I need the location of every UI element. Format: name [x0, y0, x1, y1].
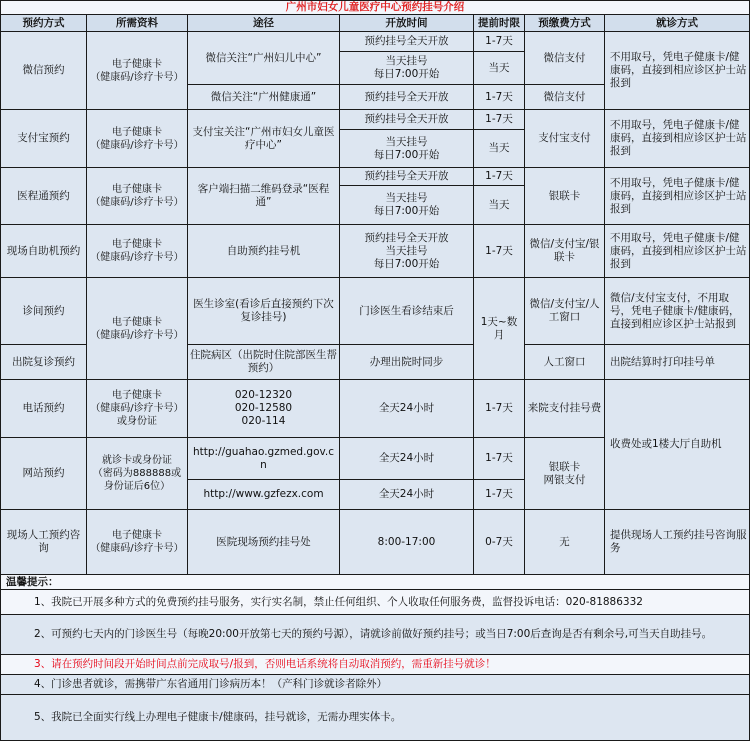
website-advance-cell: 1-7天: [474, 438, 525, 480]
alipay-hours-cell: 预约挂号全天开放: [340, 110, 474, 130]
wechat-hours-cell: 当天挂号 每日7:00开始: [340, 52, 474, 85]
onsite-materials-cell: 电子健康卡 （健康码/诊疗卡号）: [87, 510, 188, 575]
yichengtong-advance-cell: 当天: [474, 186, 525, 225]
wechat-channel-cell: 微信关注“广州健康通”: [188, 85, 340, 110]
website-method-cell: 网站预约: [0, 438, 87, 510]
website-hours-cell: 全天24小时: [340, 438, 474, 480]
yichengtong-channel-cell: 客户端扫描二维码登录“医程通”: [188, 168, 340, 225]
tip-item: 5、我院已全面实行线上办理电子健康卡/健康码，挂号就诊，无需办理实体卡。: [0, 695, 750, 741]
alipay-channel-cell: 支付宝关注“广州市妇女儿童医疗中心”: [188, 110, 340, 168]
phone-materials-cell: 电子健康卡 （健康码/诊疗卡号） 或身份证: [87, 380, 188, 438]
clinic-advance-cell: 1天~数月: [474, 278, 525, 380]
header-payment: 预缴费方式: [525, 15, 605, 32]
alipay-materials-cell: 电子健康卡 （健康码/诊疗卡号）: [87, 110, 188, 168]
yichengtong-hours-cell: 预约挂号全天开放: [340, 168, 474, 186]
wechat-materials-cell: 电子健康卡 （健康码/诊疗卡号）: [87, 32, 188, 110]
phone-payment-cell: 来院支付挂号费: [525, 380, 605, 438]
phone-method-cell: 电话预约: [0, 380, 87, 438]
website-hours-cell: 全天24小时: [340, 480, 474, 510]
tip-item: 2、可预约七天内的门诊医生号（每晚20:00开放第七天的预约号源），请就诊前做好预约挂号；或当日7:00后查询是否有剩余号,可当天自助挂号。: [0, 615, 750, 655]
onsite-method-cell: 现场人工预约咨询: [0, 510, 87, 575]
tip-item-warning: 3、请在预约时间段开始时间点前完成取号/报到，否则电话系统将自动取消预约，需重新挂号就诊！: [0, 655, 750, 675]
page-title: 广州市妇女儿童医疗中心预约挂号介绍: [0, 0, 750, 15]
onsite-advance-cell: 0-7天: [474, 510, 525, 575]
yichengtong-hours-cell: 当天挂号 每日7:00开始: [340, 186, 474, 225]
yichengtong-payment-cell: 银联卡: [525, 168, 605, 225]
wechat-advance-cell: 1-7天: [474, 85, 525, 110]
yichengtong-advance-cell: 1-7天: [474, 168, 525, 186]
onsite-channel-cell: 医院现场预约挂号处: [188, 510, 340, 575]
clinic-payment-cell: 微信/支付宝/人工窗口: [525, 278, 605, 345]
wechat-hours-cell: 预约挂号全天开放: [340, 85, 474, 110]
alipay-hours-cell: 当天挂号 每日7:00开始: [340, 130, 474, 168]
wechat-payment-cell: 微信支付: [525, 85, 605, 110]
discharge-method-cell: 出院复诊预约: [0, 345, 87, 380]
kiosk-advance-cell: 1-7天: [474, 225, 525, 278]
alipay-payment-cell: 支付宝支付: [525, 110, 605, 168]
header-advance: 提前时限: [474, 15, 525, 32]
wechat-advance-cell: 1-7天: [474, 32, 525, 52]
clinic-hours-cell: 门诊医生看诊结束后: [340, 278, 474, 345]
website-payment-cell: 银联卡 网银支付: [525, 438, 605, 510]
tip-item: 4、门诊患者就诊，需携带广东省通用门诊病历本！（产科门诊就诊者除外）: [0, 675, 750, 695]
clinic-channel-cell: 医生诊室(看诊后直接预约下次复诊挂号): [188, 278, 340, 345]
kiosk-channel-cell: 自助预约挂号机: [188, 225, 340, 278]
alipay-advance-cell: 当天: [474, 130, 525, 168]
phone-website-visit-cell: 收费处或1楼大厅自助机: [605, 380, 750, 510]
discharge-visit-cell: 出院结算时打印挂号单: [605, 345, 750, 380]
phone-numbers-cell: 020-12320 020-12580 020-114: [188, 380, 340, 438]
onsite-hours-cell: 8:00-17:00: [340, 510, 474, 575]
website-advance-cell: 1-7天: [474, 480, 525, 510]
discharge-payment-cell: 人工窗口: [525, 345, 605, 380]
wechat-advance-cell: 当天: [474, 52, 525, 85]
yichengtong-materials-cell: 电子健康卡 （健康码/诊疗卡号）: [87, 168, 188, 225]
onsite-visit-cell: 提供现场人工预约挂号咨询服务: [605, 510, 750, 575]
alipay-method-cell: 支付宝预约: [0, 110, 87, 168]
alipay-visit-cell: 不用取号，凭电子健康卡/健康码，直接到相应诊区护士站报到: [605, 110, 750, 168]
wechat-channel-cell: 微信关注“广州妇儿中心”: [188, 32, 340, 85]
header-visit: 就诊方式: [605, 15, 750, 32]
clinic-visit-cell: 微信/支付宝支付，不用取号，凭电子健康卡/健康码，直接到相应诊区护士站报到: [605, 278, 750, 345]
kiosk-visit-cell: 不用取号，凭电子健康卡/健康码，直接到相应诊区护士站报到: [605, 225, 750, 278]
onsite-payment-cell: 无: [525, 510, 605, 575]
website-url-cell: http://guahao.gzmed.gov.cn: [188, 438, 340, 480]
tip-item: 1、我院已开展多种方式的免费预约挂号服务，实行实名制，禁止任何组织、个人收取任何服务费，监督投诉电话：020-81886332: [0, 590, 750, 615]
header-method: 预约方式: [0, 15, 87, 32]
website-url-cell: http://www.gzfezx.com: [188, 480, 340, 510]
yichengtong-visit-cell: 不用取号，凭电子健康卡/健康码，直接到相应诊区护士站报到: [605, 168, 750, 225]
wechat-payment-cell: 微信支付: [525, 32, 605, 85]
discharge-channel-cell: 住院病区（出院时住院部医生帮预约）: [188, 345, 340, 380]
phone-hours-cell: 全天24小时: [340, 380, 474, 438]
yichengtong-method-cell: 医程通预约: [0, 168, 87, 225]
phone-advance-cell: 1-7天: [474, 380, 525, 438]
website-materials-cell: 就诊卡或身份证 （密码为888888或身份证后6位）: [87, 438, 188, 510]
kiosk-method-cell: 现场自助机预约: [0, 225, 87, 278]
kiosk-payment-cell: 微信/支付宝/银联卡: [525, 225, 605, 278]
wechat-method-cell: 微信预约: [0, 32, 87, 110]
wechat-hours-cell: 预约挂号全天开放: [340, 32, 474, 52]
discharge-hours-cell: 办理出院时同步: [340, 345, 474, 380]
alipay-advance-cell: 1-7天: [474, 110, 525, 130]
kiosk-materials-cell: 电子健康卡 （健康码/诊疗卡号）: [87, 225, 188, 278]
clinic-method-cell: 诊间预约: [0, 278, 87, 345]
header-hours: 开放时间: [340, 15, 474, 32]
header-materials: 所需资料: [87, 15, 188, 32]
clinic-materials-cell: 电子健康卡 （健康码/诊疗卡号）: [87, 278, 188, 380]
tips-label: 温馨提示：: [0, 575, 750, 590]
kiosk-hours-cell: 预约挂号全天开放 当天挂号 每日7:00开始: [340, 225, 474, 278]
header-channel: 途径: [188, 15, 340, 32]
wechat-visit-cell: 不用取号，凭电子健康卡/健康码，直接到相应诊区护士站报到: [605, 32, 750, 110]
